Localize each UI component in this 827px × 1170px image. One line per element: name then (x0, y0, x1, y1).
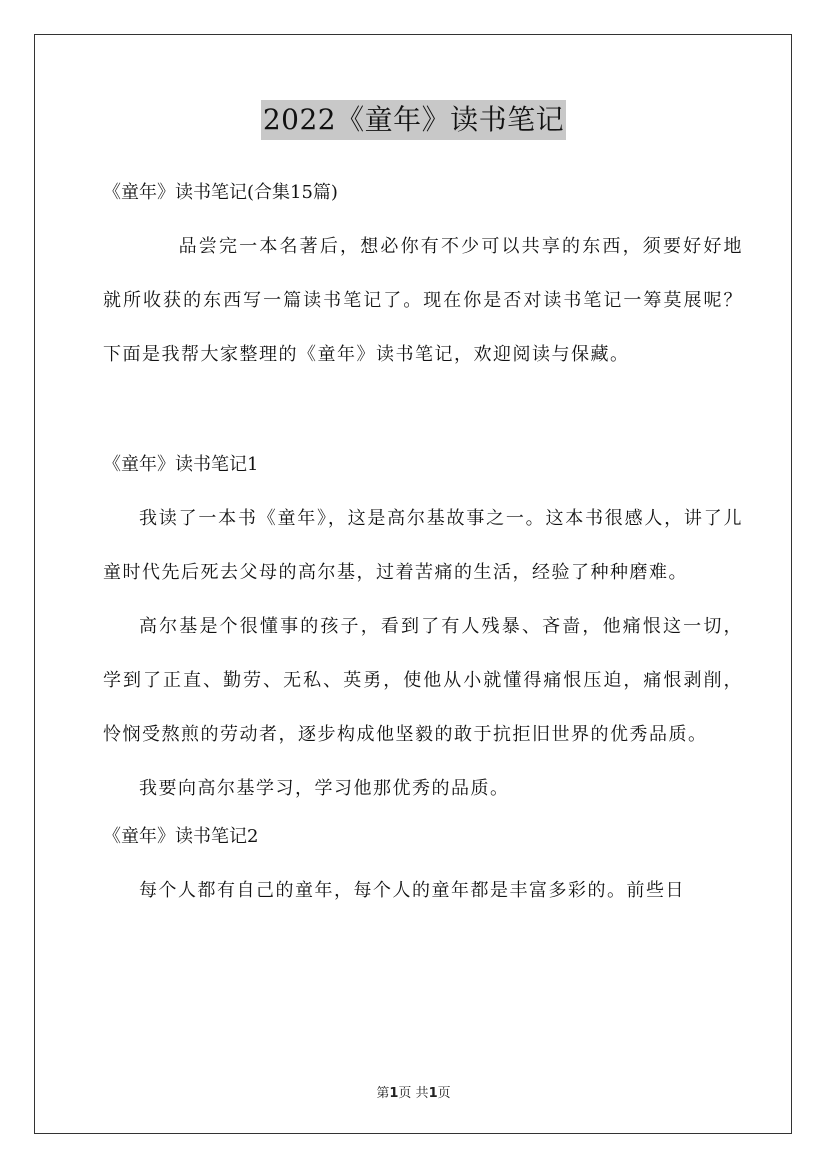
footer-page-suffix: 页 (437, 1086, 451, 1101)
section-heading-1: 《童年》读书笔记1 (103, 454, 259, 475)
intro-paragraph: 品尝完一本名著后，想必你有不少可以共享的东西，须要好好地就所收获的东西写一篇读书笔记了。现在你是否对读书笔记一筹莫展呢？下面是我帮大家整理的《童年》读书笔记，欢迎阅读与保藏。 (103, 236, 743, 365)
section-1-paragraph-1: 我读了一本书《童年》，这是高尔基故事之一。这本书很感人，讲了儿童时代先后死去父母的高尔基，过着苦痛的生活，经验了种种磨难。 (103, 508, 743, 583)
footer-page-mid: 页 共 (398, 1086, 429, 1101)
footer-page-total: 1 (428, 1086, 438, 1101)
title-container (0, 100, 827, 140)
section-1-paragraph-3: 我要向高尔基学习，学习他那优秀的品质。 (139, 778, 510, 799)
page-footer (0, 1082, 827, 1101)
section-1-paragraph-2: 高尔基是个很懂事的孩子，看到了有人残暴、吝啬，他痛恨这一切，学到了正直、勤劳、无私、英勇，使他从小就懂得痛恨压迫，痛恨剥削，怜悯受熬煎的劳动者，逐步构成他坚毅的敢于抗拒旧世界的优秀品质。 (103, 616, 743, 745)
section-2-paragraph-1: 每个人都有自己的童年，每个人的童年都是丰富多彩的。前些日 (139, 880, 685, 901)
document-body (103, 172, 743, 918)
footer-page-current: 1 (389, 1086, 399, 1101)
document-title: 2022《童年》读书笔记 (261, 100, 566, 140)
document-subtitle: 《童年》读书笔记(合集15篇) (103, 182, 338, 203)
section-heading-2: 《童年》读书笔记2 (103, 826, 259, 847)
footer-page-prefix: 第 (376, 1086, 390, 1101)
